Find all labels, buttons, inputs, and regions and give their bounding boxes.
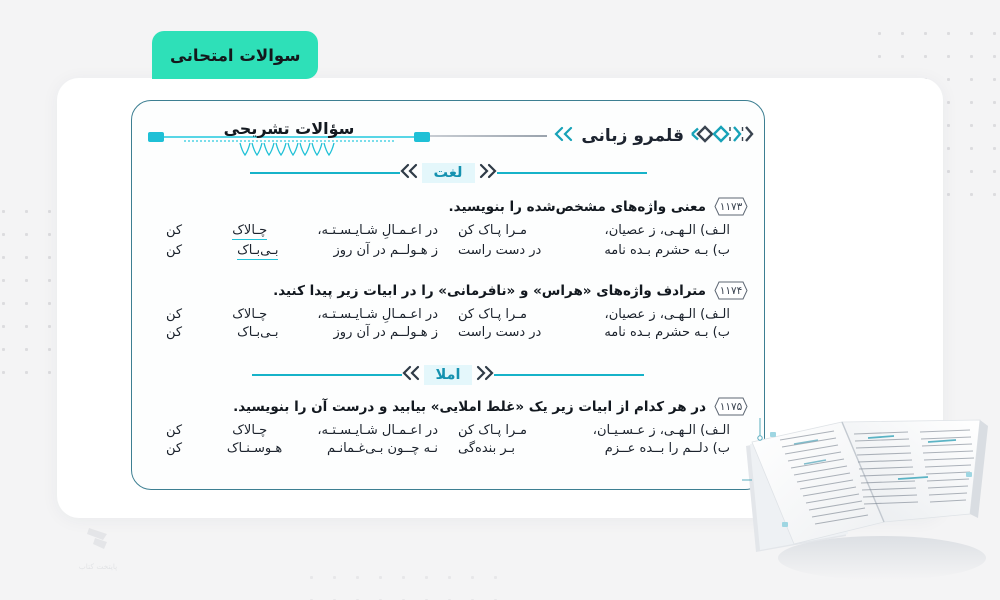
section-divider-loghat: [132, 163, 764, 183]
verse-segment: ب) دلــم را بــده عــزم: [604, 441, 730, 456]
hemistich-left: [150, 423, 448, 438]
panel-header: [132, 109, 764, 165]
verse-segment: در اعـمـال شـایـسـتـه،: [317, 423, 438, 438]
hemistich-right: [448, 307, 746, 322]
header-rule: [427, 135, 547, 136]
verse-segment: هـوسـنـاک: [226, 441, 283, 456]
chevron-right-icon: [474, 365, 494, 385]
hemistich-left: [150, 223, 448, 240]
section-heading-label: قلمرو زبانی: [581, 126, 684, 146]
watermark-logo-icon: [77, 541, 119, 560]
verse-segment: کن: [166, 423, 183, 438]
verse-segment: مـرا پـاک کن: [458, 423, 527, 438]
verse-segment: الـف) الـهـی، ز عـسـیـان،: [592, 423, 730, 438]
verse-segment: در دست راست: [458, 325, 542, 340]
watermark: [52, 522, 144, 571]
question-number-badge: [714, 281, 748, 300]
question-row: [273, 281, 748, 300]
question-text: در هر کدام از ابیات زیر یک «غلط املایی» بیابید و درست آن را بنویسید.: [233, 398, 706, 415]
question-number-badge: [714, 397, 748, 416]
verse-underlined-word: چـالاک: [232, 223, 268, 238]
ornament-icon: [690, 121, 758, 151]
verse-segment: کن: [166, 325, 183, 340]
questions-panel: [131, 100, 765, 490]
verse-segment: الـف) الـهـی، ز عصیان،: [604, 223, 730, 238]
question-number: ۱۱۷۵: [719, 400, 743, 413]
question-text: مترادف واژه‌های «هراس» و «نافرمانی» را در ابیات زیر پیدا کنید.: [273, 282, 706, 299]
question-row: [449, 197, 748, 216]
verse-segment: در اعـمـالِ شـایـسـتـه،: [317, 223, 438, 238]
verse-underlined-word: بـی‌بـاک: [237, 243, 279, 258]
verse-segment: ز هـولــم در آن روز: [333, 325, 438, 340]
verse-segment: الـف) الـهـی، ز عصیان،: [604, 307, 730, 322]
verse-block: [150, 423, 746, 459]
verse-segment: ز هـولــم در آن روز: [333, 243, 438, 258]
verse-segment: بـر بنده‌گی: [458, 441, 515, 456]
hemistich-right: [448, 243, 746, 258]
verse-line: [150, 307, 746, 322]
hemistich-left: [150, 325, 448, 340]
verse-block: [150, 307, 746, 343]
chevron-left-icon: [402, 365, 422, 385]
watermark-text: پایتخت کتاب: [78, 562, 118, 571]
section-heading-language-domain: [416, 121, 758, 151]
divider-line-right: [497, 172, 647, 174]
hemistich-right: [448, 325, 746, 340]
question-number: ۱۱۷۳: [719, 200, 743, 213]
hemistich-left: [150, 441, 448, 456]
verse-segment: نـه چــون بـی‌غـمانـم: [326, 441, 438, 456]
verse-block: [150, 223, 746, 263]
hemistich-right: [448, 223, 746, 238]
section-divider-label: املا: [424, 365, 473, 385]
background-dot-pattern-bottom: [300, 566, 500, 600]
hemistich-left: [150, 243, 448, 260]
verse-line: [150, 243, 746, 260]
question-row: [233, 397, 748, 416]
verse-segment: کن: [166, 441, 183, 456]
divider-line-left: [252, 374, 402, 376]
chevron-left-icon: [400, 163, 420, 183]
chevron-right-icon: [477, 163, 497, 183]
tab-label: سوالات امتحانی: [170, 45, 301, 65]
question-number-badge: [714, 197, 748, 216]
hemistich-right: [448, 441, 746, 456]
verse-line: [150, 423, 746, 438]
verse-segment: کن: [166, 243, 183, 258]
verse-segment: کن: [166, 307, 183, 322]
section-divider-label: لغت: [422, 163, 475, 183]
divider-line-left: [250, 172, 400, 174]
verse-segment: در دست راست: [458, 243, 542, 258]
verse-segment: چـالاک: [232, 423, 268, 438]
verse-segment: مـرا پـاک کن: [458, 307, 527, 322]
double-chevron-left-icon: [553, 126, 575, 146]
banner-descriptive-questions: [144, 115, 434, 163]
hemistich-right: [448, 423, 746, 438]
verse-segment: ب) بـه حشرم بـده نامه: [604, 243, 730, 258]
tab-exam-questions[interactable]: [152, 31, 318, 79]
verse-line: [150, 441, 746, 456]
hemistich-left: [150, 307, 448, 322]
verse-segment: بـی‌بـاک: [237, 325, 279, 340]
verse-segment: کن: [166, 223, 183, 238]
verse-segment: در اعـمـالِ شـایـسـتـه،: [317, 307, 438, 322]
verse-segment: چـالاک: [232, 307, 268, 322]
verse-segment: مـرا پـاک کن: [458, 223, 527, 238]
verse-segment: ب) بـه حشرم بـده نامه: [604, 325, 730, 340]
question-text: معنی واژه‌های مشخص‌شده را بنویسید.: [448, 198, 706, 215]
divider-line-right: [494, 374, 644, 376]
question-number: ۱۱۷۴: [719, 284, 743, 297]
verse-line: [150, 223, 746, 240]
verse-line: [150, 325, 746, 340]
open-book-image: [742, 418, 994, 586]
banner-label: سؤالات تشریحی: [223, 119, 355, 138]
section-divider-emla: [132, 365, 764, 385]
